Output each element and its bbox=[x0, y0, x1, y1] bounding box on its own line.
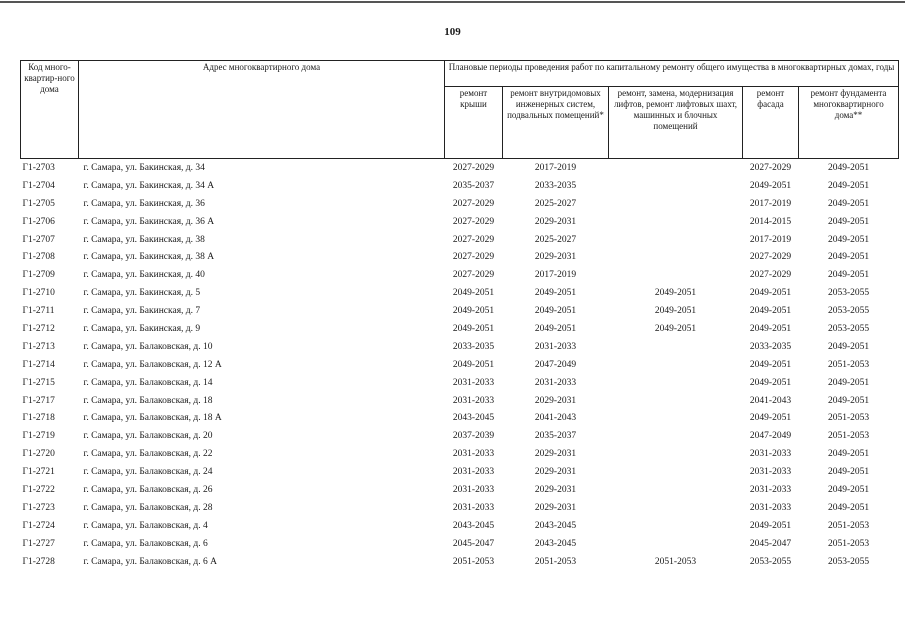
cell-foundation: 2049-2051 bbox=[827, 270, 870, 281]
cell-address: г. Самара, ул. Балаковская, д. 10 bbox=[83, 341, 213, 352]
cell-systems: 2029-2031 bbox=[534, 502, 577, 513]
cell-lifts bbox=[609, 248, 743, 266]
cell-address: г. Самара, ул. Бакинская, д. 36 А bbox=[83, 216, 215, 227]
cell-lifts bbox=[609, 266, 743, 284]
table-row bbox=[21, 195, 899, 213]
cell-systems: 2035-2037 bbox=[534, 431, 577, 442]
cell-facade: 2049-2051 bbox=[749, 520, 792, 531]
cell-facade: 2049-2051 bbox=[749, 413, 792, 424]
table-row bbox=[21, 409, 899, 427]
capital-repair-table bbox=[20, 60, 899, 570]
cell-foundation: 2049-2051 bbox=[827, 484, 870, 495]
cell-systems: 2049-2051 bbox=[534, 288, 577, 299]
cell-address: г. Самара, ул. Балаковская, д. 4 bbox=[83, 520, 208, 531]
cell-address: г. Самара, ул. Бакинская, д. 38 А bbox=[83, 252, 215, 263]
cell-roof: 2031-2033 bbox=[452, 484, 495, 495]
cell-address: г. Самара, ул. Балаковская, д. 24 bbox=[83, 467, 213, 478]
cell-facade: 2027-2029 bbox=[749, 252, 792, 263]
cell-facade: 2031-2033 bbox=[749, 484, 792, 495]
table-row bbox=[21, 427, 899, 445]
cell-foundation: 2051-2053 bbox=[827, 431, 870, 442]
cell-roof: 2027-2029 bbox=[452, 270, 495, 281]
cell-systems: 2029-2031 bbox=[534, 449, 577, 460]
cell-code: Г1-2718 bbox=[22, 413, 55, 424]
table-row bbox=[21, 535, 899, 553]
cell-address: г. Самара, ул. Балаковская, д. 12 А bbox=[83, 359, 222, 370]
cell-systems: 2029-2031 bbox=[534, 395, 577, 406]
cell-code: Г1-2705 bbox=[22, 198, 55, 209]
cell-code: Г1-2722 bbox=[22, 484, 55, 495]
table-row bbox=[21, 338, 899, 356]
cell-address: г. Самара, ул. Бакинская, д. 5 bbox=[83, 288, 201, 299]
table-row bbox=[21, 445, 899, 463]
cell-roof: 2045-2047 bbox=[452, 538, 495, 549]
cell-address: г. Самара, ул. Балаковская, д. 20 bbox=[83, 431, 213, 442]
page-number: 109 bbox=[444, 26, 461, 38]
cell-lifts bbox=[609, 409, 743, 427]
cell-facade: 2031-2033 bbox=[749, 502, 792, 513]
cell-lifts bbox=[609, 177, 743, 195]
cell-lifts: 2049-2051 bbox=[654, 323, 697, 334]
cell-foundation: 2053-2055 bbox=[827, 306, 870, 317]
cell-systems: 2029-2031 bbox=[534, 484, 577, 495]
cell-facade: 2033-2035 bbox=[749, 341, 792, 352]
cell-code: Г1-2715 bbox=[22, 377, 55, 388]
cell-address: г. Самара, ул. Балаковская, д. 22 bbox=[83, 449, 213, 460]
cell-foundation: 2053-2055 bbox=[827, 288, 870, 299]
cell-systems: 2029-2031 bbox=[534, 467, 577, 478]
cell-address: г. Самара, ул. Бакинская, д. 34 А bbox=[83, 180, 215, 191]
cell-foundation: 2049-2051 bbox=[827, 449, 870, 460]
cell-foundation: 2049-2051 bbox=[827, 234, 870, 245]
cell-lifts bbox=[609, 535, 743, 553]
cell-systems: 2041-2043 bbox=[534, 413, 577, 424]
table-row bbox=[21, 463, 899, 481]
cell-lifts: 2049-2051 bbox=[654, 288, 697, 299]
cell-systems: 2043-2045 bbox=[534, 538, 577, 549]
cell-facade: 2041-2043 bbox=[749, 395, 792, 406]
header-lifts: ремонт, замена, модернизация лифтов, ремонт лифтовых шахт, машинных и блочных помещений bbox=[609, 86, 743, 158]
cell-lifts: 2051-2053 bbox=[654, 556, 697, 567]
cell-lifts bbox=[609, 338, 743, 356]
cell-address: г. Самара, ул. Бакинская, д. 9 bbox=[83, 323, 201, 334]
table-row bbox=[21, 213, 899, 231]
cell-lifts bbox=[609, 356, 743, 374]
cell-foundation: 2049-2051 bbox=[827, 216, 870, 227]
cell-address: г. Самара, ул. Балаковская, д. 6 bbox=[83, 538, 208, 549]
cell-roof: 2031-2033 bbox=[452, 449, 495, 460]
table-row bbox=[21, 248, 899, 266]
cell-foundation: 2049-2051 bbox=[827, 377, 870, 388]
cell-foundation: 2051-2053 bbox=[827, 359, 870, 370]
cell-facade: 2049-2051 bbox=[749, 359, 792, 370]
table-row bbox=[21, 302, 899, 320]
table-row bbox=[21, 266, 899, 284]
cell-roof: 2031-2033 bbox=[452, 395, 495, 406]
cell-address: г. Самара, ул. Балаковская, д. 26 bbox=[83, 484, 213, 495]
cell-roof: 2027-2029 bbox=[452, 198, 495, 209]
cell-systems: 2031-2033 bbox=[534, 377, 577, 388]
cell-code: Г1-2727 bbox=[22, 538, 55, 549]
cell-code: Г1-2707 bbox=[22, 234, 55, 245]
cell-roof: 2043-2045 bbox=[452, 520, 495, 531]
cell-facade: 2014-2015 bbox=[749, 216, 792, 227]
cell-lifts bbox=[609, 427, 743, 445]
cell-facade: 2049-2051 bbox=[749, 180, 792, 191]
cell-foundation: 2051-2053 bbox=[827, 538, 870, 549]
cell-address: г. Самара, ул. Бакинская, д. 40 bbox=[83, 270, 205, 281]
cell-systems: 2049-2051 bbox=[534, 306, 577, 317]
cell-code: Г1-2714 bbox=[22, 359, 55, 370]
header-systems: ремонт внутридомовых инженерных систем, подвальных помещений* bbox=[503, 86, 609, 158]
header-facade: ремонт фасада bbox=[743, 86, 799, 158]
cell-code: Г1-2703 bbox=[22, 162, 55, 173]
cell-roof: 2049-2051 bbox=[452, 359, 495, 370]
table-body bbox=[21, 159, 899, 571]
cell-systems: 2047-2049 bbox=[534, 359, 577, 370]
top-rule bbox=[0, 1, 905, 3]
cell-foundation: 2049-2051 bbox=[827, 252, 870, 263]
cell-address: г. Самара, ул. Балаковская, д. 28 bbox=[83, 502, 213, 513]
cell-foundation: 2049-2051 bbox=[827, 198, 870, 209]
cell-facade: 2049-2051 bbox=[749, 288, 792, 299]
cell-facade: 2031-2033 bbox=[749, 467, 792, 478]
cell-code: Г1-2711 bbox=[22, 306, 55, 317]
cell-lifts bbox=[609, 392, 743, 410]
cell-code: Г1-2709 bbox=[22, 270, 55, 281]
cell-facade: 2017-2019 bbox=[749, 234, 792, 245]
header-address: Адрес многоквартирного дома bbox=[79, 61, 445, 159]
cell-facade: 2049-2051 bbox=[749, 377, 792, 388]
cell-systems: 2033-2035 bbox=[534, 180, 577, 191]
table-row bbox=[21, 231, 899, 249]
cell-code: Г1-2710 bbox=[22, 288, 55, 299]
cell-address: г. Самара, ул. Балаковская, д. 18 bbox=[83, 395, 213, 406]
cell-facade: 2053-2055 bbox=[749, 556, 792, 567]
table-row bbox=[21, 481, 899, 499]
cell-code: Г1-2712 bbox=[22, 323, 55, 334]
cell-code: Г1-2704 bbox=[22, 180, 55, 191]
table-row bbox=[21, 392, 899, 410]
cell-foundation: 2049-2051 bbox=[827, 395, 870, 406]
cell-lifts bbox=[609, 517, 743, 535]
cell-code: Г1-2706 bbox=[22, 216, 55, 227]
cell-roof: 2043-2045 bbox=[452, 413, 495, 424]
table-row bbox=[21, 320, 899, 338]
table-row bbox=[21, 499, 899, 517]
cell-systems: 2017-2019 bbox=[534, 270, 577, 281]
cell-roof: 2035-2037 bbox=[452, 180, 495, 191]
cell-code: Г1-2723 bbox=[22, 502, 55, 513]
cell-foundation: 2049-2051 bbox=[827, 502, 870, 513]
cell-address: г. Самара, ул. Балаковская, д. 18 А bbox=[83, 413, 222, 424]
cell-systems: 2025-2027 bbox=[534, 234, 577, 245]
cell-foundation: 2049-2051 bbox=[827, 180, 870, 191]
cell-lifts bbox=[609, 463, 743, 481]
cell-systems: 2029-2031 bbox=[534, 252, 577, 263]
cell-lifts bbox=[609, 445, 743, 463]
cell-roof: 2027-2029 bbox=[452, 162, 495, 173]
cell-address: г. Самара, ул. Бакинская, д. 34 bbox=[83, 162, 205, 173]
cell-address: г. Самара, ул. Бакинская, д. 38 bbox=[83, 234, 205, 245]
table-row bbox=[21, 517, 899, 535]
cell-code: Г1-2717 bbox=[22, 395, 55, 406]
cell-systems: 2025-2027 bbox=[534, 198, 577, 209]
header-code: Код много-квартир-ного дома bbox=[21, 61, 79, 159]
table-row bbox=[21, 284, 899, 302]
cell-roof: 2049-2051 bbox=[452, 306, 495, 317]
cell-lifts bbox=[609, 481, 743, 499]
cell-foundation: 2049-2051 bbox=[827, 162, 870, 173]
cell-systems: 2051-2053 bbox=[534, 556, 577, 567]
cell-systems: 2043-2045 bbox=[534, 520, 577, 531]
cell-facade: 2045-2047 bbox=[749, 538, 792, 549]
cell-lifts bbox=[609, 499, 743, 517]
cell-roof: 2031-2033 bbox=[452, 467, 495, 478]
cell-foundation: 2053-2055 bbox=[827, 556, 870, 567]
cell-facade: 2017-2019 bbox=[749, 198, 792, 209]
cell-address: г. Самара, ул. Бакинская, д. 7 bbox=[83, 306, 201, 317]
cell-facade: 2049-2051 bbox=[749, 323, 792, 334]
cell-roof: 2049-2051 bbox=[452, 323, 495, 334]
cell-facade: 2049-2051 bbox=[749, 306, 792, 317]
cell-systems: 2029-2031 bbox=[534, 216, 577, 227]
cell-foundation: 2053-2055 bbox=[827, 323, 870, 334]
cell-lifts bbox=[609, 159, 743, 177]
cell-code: Г1-2719 bbox=[22, 431, 55, 442]
cell-lifts bbox=[609, 374, 743, 392]
cell-facade: 2027-2029 bbox=[749, 162, 792, 173]
header-roof: ремонт крыши bbox=[445, 86, 503, 158]
cell-roof: 2027-2029 bbox=[452, 252, 495, 263]
cell-code: Г1-2724 bbox=[22, 520, 55, 531]
table-row bbox=[21, 177, 899, 195]
cell-code: Г1-2708 bbox=[22, 252, 55, 263]
cell-roof: 2051-2053 bbox=[452, 556, 495, 567]
cell-foundation: 2051-2053 bbox=[827, 413, 870, 424]
cell-roof: 2033-2035 bbox=[452, 341, 495, 352]
cell-address: г. Самара, ул. Балаковская, д. 6 А bbox=[83, 556, 217, 567]
cell-roof: 2027-2029 bbox=[452, 216, 495, 227]
table-row bbox=[21, 356, 899, 374]
table-row bbox=[21, 159, 899, 177]
cell-code: Г1-2721 bbox=[22, 467, 55, 478]
table-header bbox=[21, 61, 899, 159]
cell-foundation: 2051-2053 bbox=[827, 520, 870, 531]
cell-lifts bbox=[609, 231, 743, 249]
cell-facade: 2047-2049 bbox=[749, 431, 792, 442]
cell-lifts bbox=[609, 213, 743, 231]
cell-address: г. Самара, ул. Балаковская, д. 14 bbox=[83, 377, 213, 388]
cell-roof: 2031-2033 bbox=[452, 377, 495, 388]
cell-code: Г1-2728 bbox=[22, 556, 55, 567]
cell-facade: 2031-2033 bbox=[749, 449, 792, 460]
cell-foundation: 2049-2051 bbox=[827, 467, 870, 478]
cell-lifts: 2049-2051 bbox=[654, 306, 697, 317]
table-row bbox=[21, 553, 899, 571]
cell-systems: 2049-2051 bbox=[534, 323, 577, 334]
cell-roof: 2027-2029 bbox=[452, 234, 495, 245]
cell-code: Г1-2720 bbox=[22, 449, 55, 460]
cell-roof: 2031-2033 bbox=[452, 502, 495, 513]
header-foundation: ремонт фундамента многоквартирного дома** bbox=[799, 86, 899, 158]
cell-roof: 2049-2051 bbox=[452, 288, 495, 299]
cell-systems: 2017-2019 bbox=[534, 162, 577, 173]
cell-code: Г1-2713 bbox=[22, 341, 55, 352]
header-periods: Плановые периоды проведения работ по капитальному ремонту общего имущества в многоквартирных домах, годы bbox=[445, 61, 899, 87]
cell-roof: 2037-2039 bbox=[452, 431, 495, 442]
cell-foundation: 2049-2051 bbox=[827, 341, 870, 352]
cell-facade: 2027-2029 bbox=[749, 270, 792, 281]
cell-lifts bbox=[609, 195, 743, 213]
cell-systems: 2031-2033 bbox=[534, 341, 577, 352]
cell-address: г. Самара, ул. Бакинская, д. 36 bbox=[83, 198, 205, 209]
table-row bbox=[21, 374, 899, 392]
